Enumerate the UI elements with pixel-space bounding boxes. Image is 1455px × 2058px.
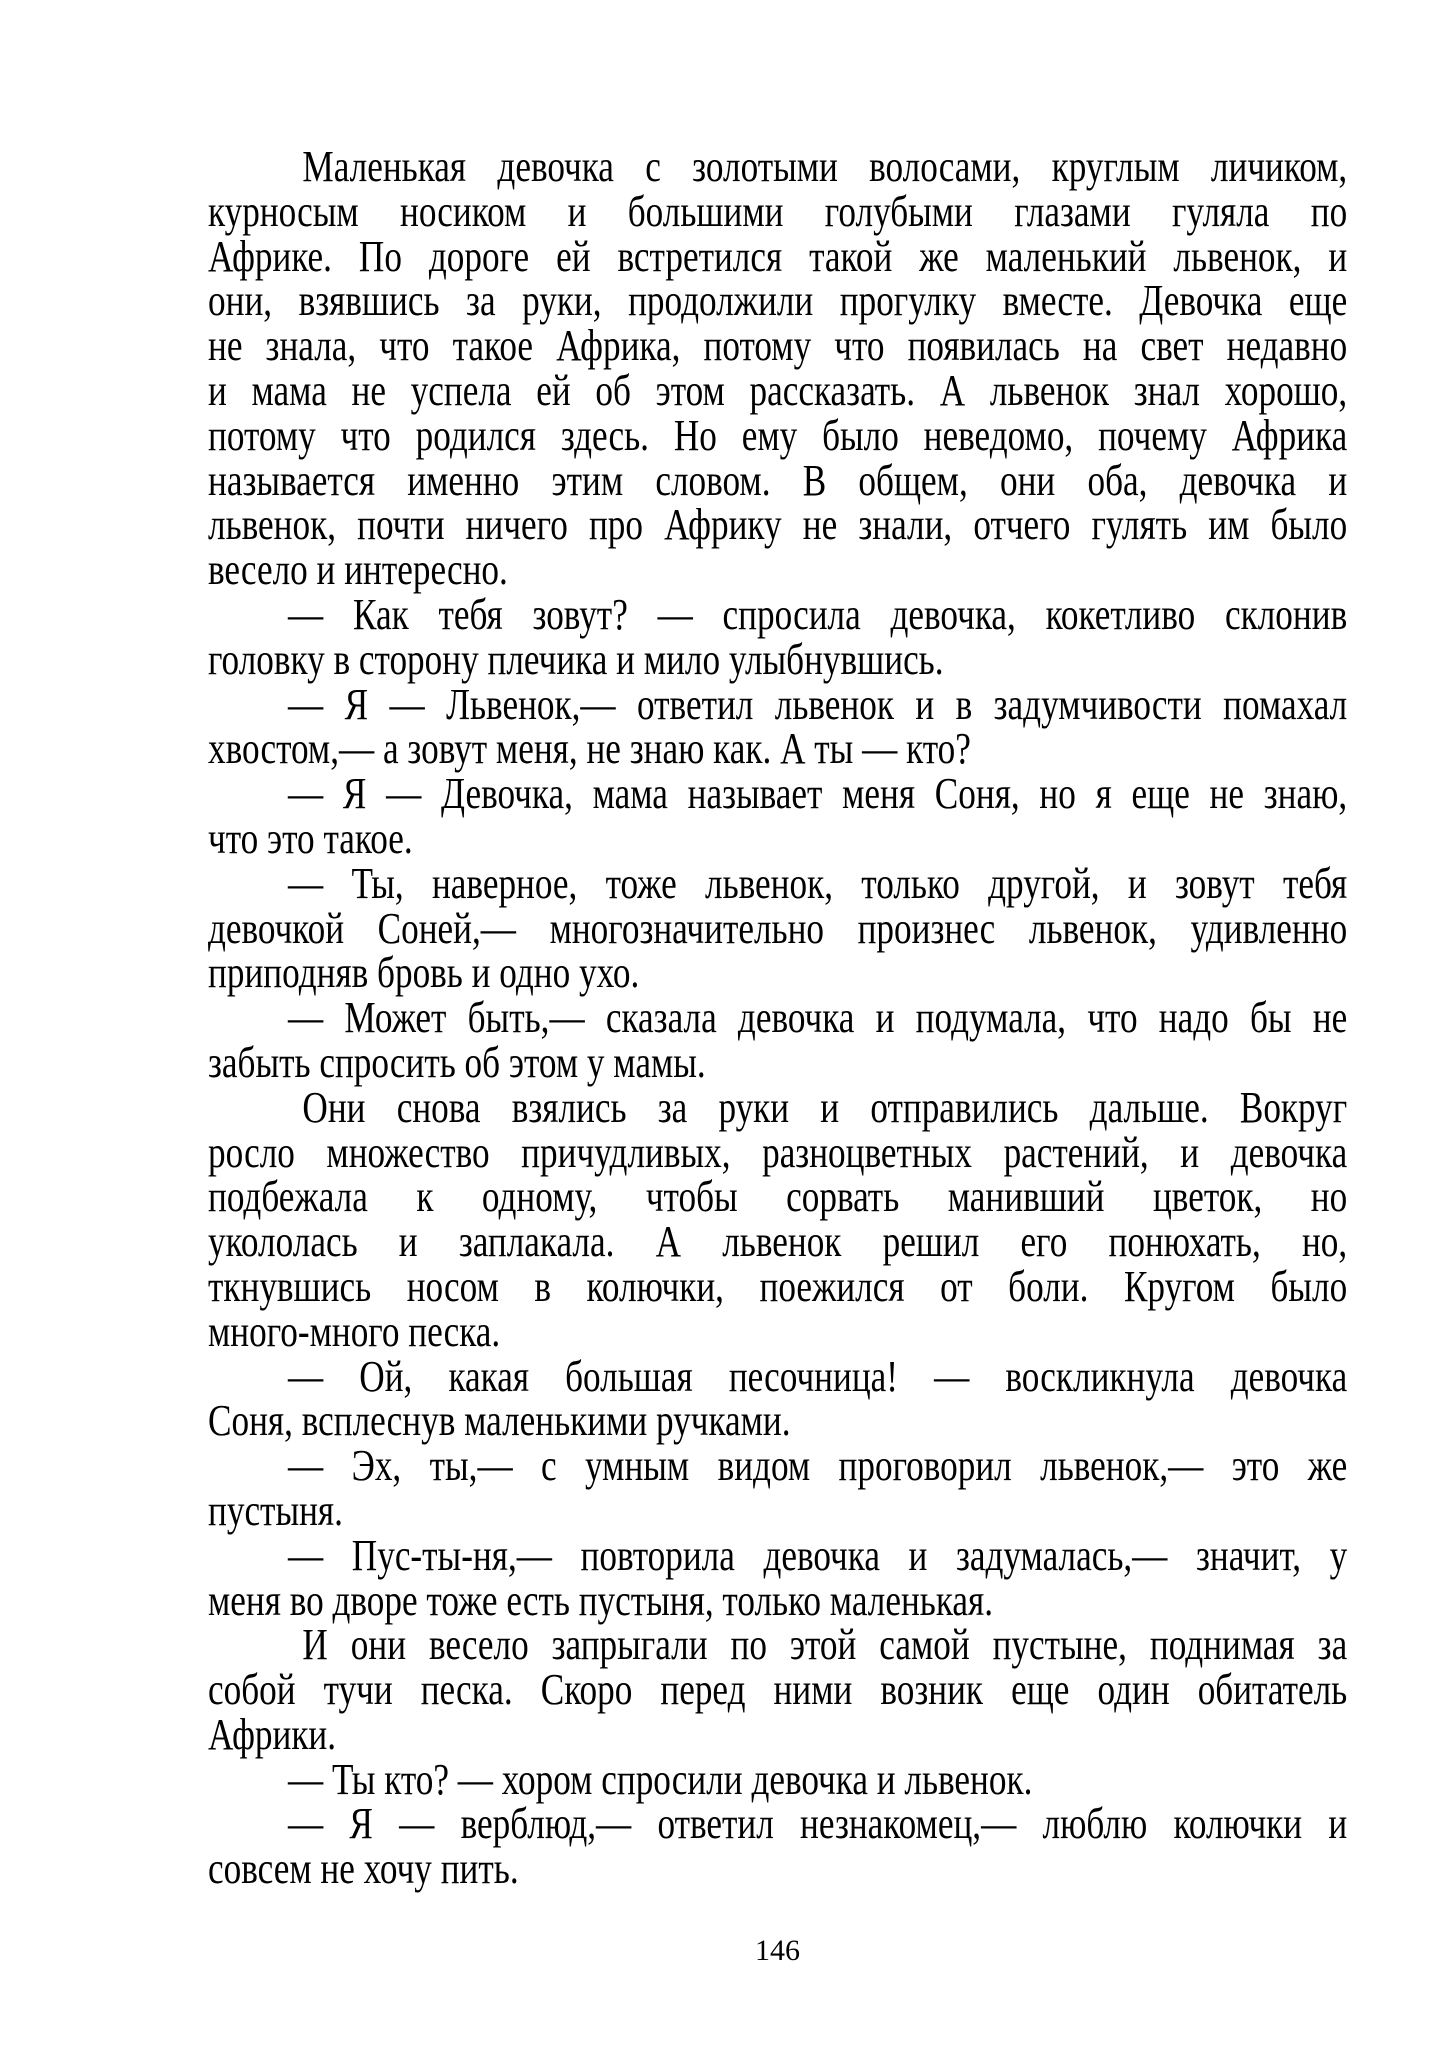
text-line: головку в сторону плечика и мило улыбнувшись. [208, 634, 944, 684]
text-line: Маленькая девочка с золотыми волосами, круглым личиком, [302, 142, 1348, 191]
paragraph [208, 769, 1348, 863]
text-line: много-много песка. [208, 1306, 501, 1356]
text-line: Африке. По дороге ей встретился такой же маленький львенок, и [208, 231, 1348, 281]
text-line: называется именно этим словом. В общем, они оба, девочка и [208, 455, 1348, 505]
text-line: и мама не успела ей об этом рассказать. А львенок знал хорошо, [208, 365, 1348, 415]
paragraph [208, 1530, 1348, 1625]
text-line: — Ты, наверное, тоже львенок, только другой, и зовут тебя [288, 858, 1348, 908]
paragraph [208, 1441, 1348, 1535]
text-line: они, взявшись за руки, продолжили прогулку вместе. Девочка еще [208, 276, 1348, 326]
text-line: львенок, почти ничего про Африку не знали, отчего гулять им было [208, 500, 1348, 550]
text-line: — Ой, какая большая песочница! — воскликнула девочка [288, 1351, 1348, 1401]
text-line: девочкой Соней,— многозначительно произнес львенок, удивленно [208, 903, 1348, 953]
text-line: собой тучи песка. Скоро перед ними возник еще один обитатель [208, 1665, 1348, 1715]
paragraph [208, 142, 1348, 595]
text-line: Они снова взялись за руки и отправились дальше. Вокруг [302, 1082, 1348, 1132]
page-text [208, 142, 1348, 1894]
paragraph [208, 1620, 1348, 1759]
text-line: не знала, что такое Африка, потому что появилась на свет недавно [208, 321, 1348, 371]
paragraph [208, 858, 1348, 998]
text-line: ткнувшись носом в колючки, поежился от боли. Кругом было [208, 1261, 1348, 1311]
text-line: пустыня. [208, 1485, 343, 1535]
text-line: потому что родился здесь. Но ему было неведомо, почему Африка [208, 410, 1348, 460]
paragraph [208, 1082, 1348, 1356]
text-line: курносым носиком и большими голубыми глазами гуляла по [208, 186, 1348, 236]
paragraph [208, 679, 1348, 774]
text-line: — Пус-ты-ня,— повторила девочка и задумалась,— значит, у [288, 1530, 1348, 1580]
text-line: совсем не хочу пить. [208, 1844, 519, 1894]
text-line: меня во дворе тоже есть пустыня, только маленькая. [208, 1575, 994, 1625]
text-line: — Я — Львенок,— ответил львенок и в задумчивости помахал [288, 679, 1348, 729]
paragraph [208, 1754, 1347, 1804]
text-line: хвостом,— а зовут меня, не знаю как. А ты — кто? [208, 724, 971, 774]
page-number: 146 [755, 1934, 800, 1967]
text-line: приподняв бровь и одно ухо. [208, 948, 640, 998]
text-line: — Я — верблюд,— ответил незнакомец,— люблю колючки и [288, 1799, 1348, 1849]
text-line: Африки. [208, 1709, 337, 1759]
text-line: росло множество причудливых, разноцветных растений, и девочка [208, 1127, 1348, 1177]
text-line: — Как тебя зовут? — спросила девочка, кокетливо склонив [288, 589, 1348, 639]
text-line: И они весело запрыгали по этой самой пустыне, поднимая за [302, 1620, 1348, 1670]
text-line: — Я — Девочка, мама называет меня Соня, но я еще не знаю, [288, 769, 1348, 819]
text-line: — Эх, ты,— с умным видом проговорил львенок,— это же [288, 1441, 1348, 1491]
text-line: Соня, всплеснув маленькими ручками. [208, 1396, 791, 1446]
paragraph [208, 1799, 1348, 1894]
paragraph [208, 589, 1348, 684]
text-line: подбежала к одному, чтобы сорвать манивший цветок, но [208, 1172, 1348, 1222]
text-line: весело и интересно. [208, 545, 508, 595]
text-line: забыть спросить об этом у мамы. [208, 1037, 706, 1087]
text-line: что это такое. [208, 813, 413, 863]
text-line: — Может быть,— сказала девочка и подумала, что надо бы не [288, 993, 1348, 1043]
paragraph [208, 1351, 1348, 1446]
text-line: — Ты кто? — хором спросили девочка и львенок. [288, 1754, 1033, 1804]
paragraph [208, 993, 1348, 1087]
text-line: укололась и заплакала. А львенок решил его понюхать, но, [208, 1217, 1348, 1267]
